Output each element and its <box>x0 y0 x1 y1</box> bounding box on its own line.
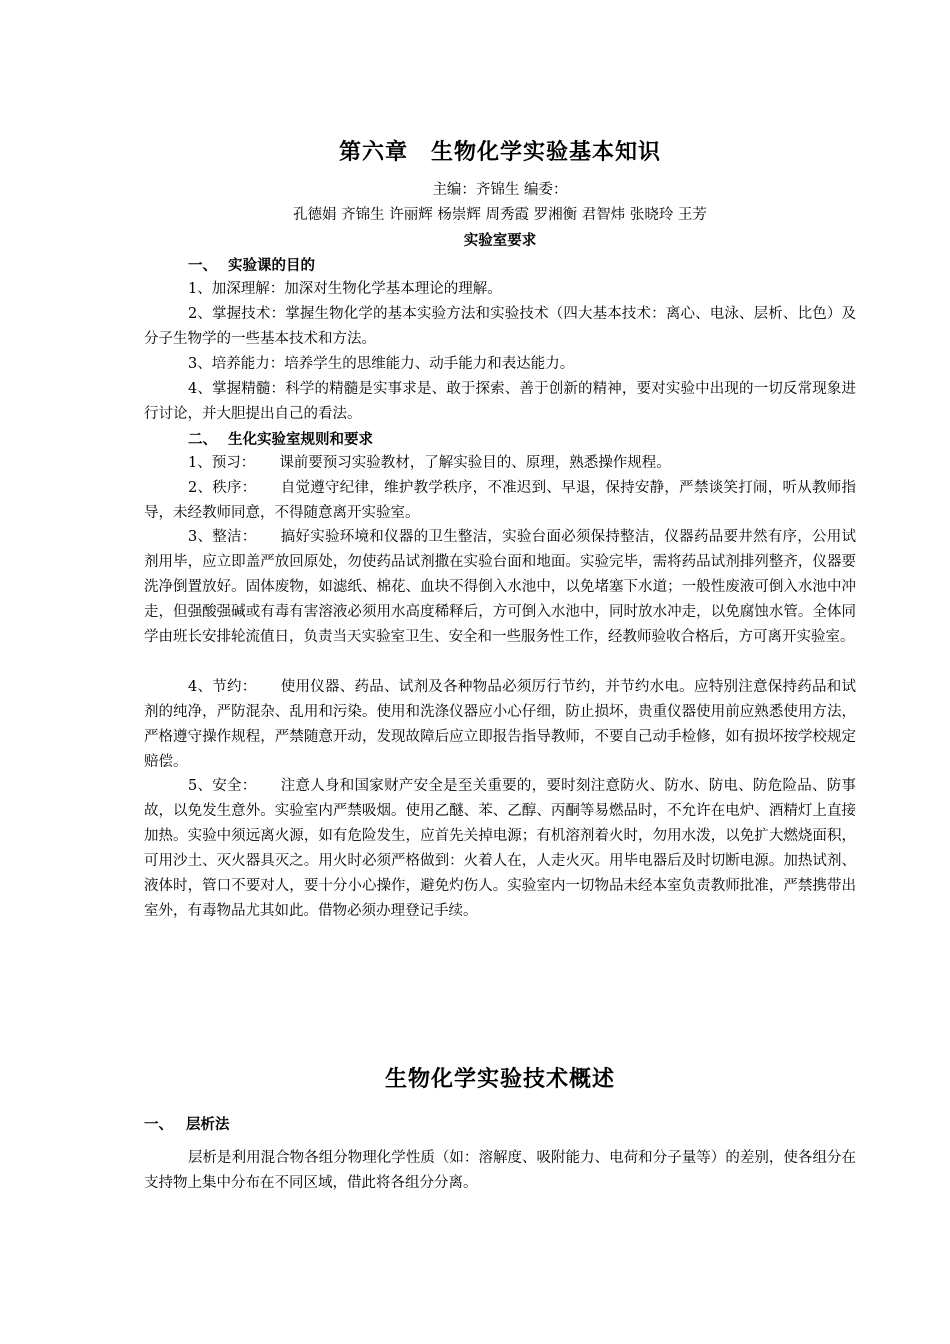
rule-label: 3、整洁： <box>188 529 257 545</box>
section1-heading <box>188 254 315 275</box>
rule-item <box>144 476 856 526</box>
section2-title: 生化实验室规则和要求 <box>228 432 373 448</box>
section1-title: 实验课的目的 <box>228 258 315 274</box>
members-line: 孔德娟 齐锦生 许丽辉 杨崇辉 周秀霞 罗湘衡 君智炜 张晓玲 王芳 <box>293 207 707 223</box>
rule-label: 1、预习： <box>188 455 256 471</box>
rule-item <box>144 675 856 775</box>
rule-text: 使用仪器、药品、试剂及各种物品必须厉行节约，并节约水电。应特别注意保持药品和试剂的纯净，严防混杂、乱用和污染。使用和洗涤仪器应小心仔细，防止损坏，贵重仪器使用前应熟悉使用方法，严格遵守操作规程，严禁随意开动，发现故障后应立即报告指导教师，不要自己动手检修，如有损坏按学校规定赔偿。 <box>144 679 856 770</box>
rule-text: 搞好实验环境和仪器的卫生整洁，实验台面必须保持整洁，仪器药品要井然有序，公用试剂用毕，应立即盖严放回原处，勿使药品试剂撒在实验台面和地面。实验完毕，需将药品试剂排列整齐，仪器要洗净倒置放好。固体废物，如滤纸、棉花、血块不得倒入水池中，以免堵塞下水道；一般性废液可倒入水池中冲走，但强酸强碱或有毒有害溶液必须用水高度稀释后，方可倒入水池中，同时放水冲走，以免腐蚀水管。全体同学由班长安排轮流值日，负责当天实验室卫生、安全和一些服务性工作，经教师验收合格后，方可离开实验室。 <box>144 529 856 645</box>
overview-title: 生物化学实验技术概述 <box>384 1066 615 1092</box>
overview-paragraph: 层析是利用混合物各组分物理化学性质（如：溶解度、吸附能力、电荷和分子量等）的差别，使各组分在支持物上集中分布在不同区域，借此将各组分分离。 <box>144 1150 856 1191</box>
purpose-item: 3、培养能力：培养学生的思维能力、动手能力和表达能力。 <box>188 356 575 372</box>
rule-item <box>144 774 856 924</box>
rule-text: 课前要预习实验教材，了解实验目的、原理，熟悉操作规程。 <box>279 455 671 471</box>
rule-label: 4、节约： <box>188 679 257 695</box>
overview-heading <box>144 1113 230 1134</box>
chapter-title: 第六章 生物化学实验基本知识 <box>338 139 661 165</box>
rule-item <box>144 525 856 650</box>
rule-text: 自觉遵守纪律，维护教学秩序，不准迟到、早退，保持安静，严禁谈笑打闹，听从教师指导，未经教师同意，不得随意离开实验室。 <box>144 480 856 521</box>
section-title: 实验室要求 <box>463 233 537 249</box>
rule-label: 5、安全： <box>188 778 257 794</box>
rule-text: 注意人身和国家财产安全是至关重要的，要时刻注意防火、防水、防电、防危险品、防事故，以免发生意外。实验室内严禁吸烟。使用乙醚、苯、乙醇、丙酮等易燃品时，不允许在电炉、酒精灯上直接加热。实验中须远离火源，如有危险发生，应首先关掉电源；有机溶剂着火时，勿用水泼，以免扩大燃烧面积，可用沙土、灭火器具灭之。用火时必须严格做到：火着人在，人走火灭。用毕电器后及时切断电源。加热试剂、液体时，管口不要对人，要十分小心操作，避免灼伤人。实验室内一切物品未经本室负责教师批准，严禁携带出室外，有毒物品尤其如此。借物必须办理登记手续。 <box>144 778 856 919</box>
section2-heading <box>188 428 373 449</box>
purpose-item: 4、掌握精髓：科学的精髓是实事求是、敢于探索、善于创新的精神，要对实验中出现的一切反常现象进行讨论，并大胆提出自己的看法。 <box>144 381 856 422</box>
overview-section-title: 层析法 <box>186 1117 230 1133</box>
purpose-item: 1、加深理解：加深对生物化学基本理论的理解。 <box>188 281 502 297</box>
section1-number: 一、 <box>188 258 217 274</box>
purpose-item: 2、掌握技术：掌握生物化学的基本实验方法和实验技术（四大基本技术：离心、电泳、层析、比色）及分子生物学的一些基本技术和方法。 <box>144 306 856 347</box>
rule-item <box>144 451 856 476</box>
overview-number: 一、 <box>144 1117 173 1133</box>
section2-number: 二、 <box>188 432 217 448</box>
rule-label: 2、秩序： <box>188 480 257 496</box>
editors-line: 主编：齐锦生 编委： <box>432 182 568 198</box>
